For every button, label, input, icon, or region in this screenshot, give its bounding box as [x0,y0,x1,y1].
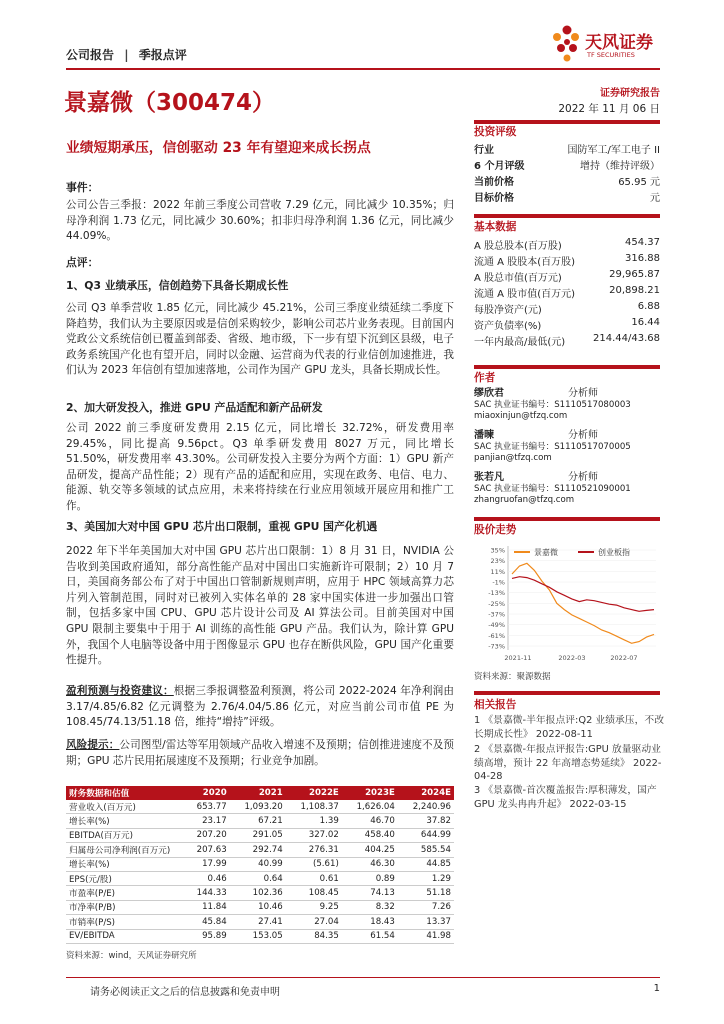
rating-row [474,141,660,156]
table-cell: 41.98 [398,929,454,943]
logo [545,18,665,66]
table-cell: 40.99 [230,857,286,871]
chart-x-ticks [504,654,637,662]
related-rule [474,691,660,695]
table-cell: 153.05 [230,929,286,943]
chart-source: 资料来源：聚源数据 [474,672,551,682]
company-title: 景嘉微（300474） [64,90,276,116]
rating-value: 增持（维持评级） [580,161,660,172]
author-header [474,430,660,442]
table-cell: 45.84 [184,915,230,929]
related-heading: 相关报告 [474,699,517,711]
table-cell: 8.32 [342,900,398,914]
table-row [66,857,454,871]
basic-row [474,301,660,316]
related-date: 2022-03-15 [569,798,627,810]
event-text: 公司公告三季报：2022 年前三季度公司营收 7.29 亿元，同比减少 10.35%；归母净利润 1.73 亿元，同比减少 30.60%；扣非归母净利润 1.36 亿元，同比减少 44.09%。 [66,199,454,243]
basic-label: 一年内最高/最低(元) [474,337,566,348]
table-cell: 1,108.37 [286,800,342,814]
table-cell: 74.13 [342,886,398,900]
risk-text: 公司图型/雷达等军用领域产品收入增速不及预期；信创推进速度不及预期；GPU 芯片民用拓展速度不及预期；行业竞争加剧。 [66,739,455,767]
table-cell: 11.84 [184,900,230,914]
basic-heading: 基本数据 [474,221,517,233]
authors-rule [474,365,660,369]
table-cell: 84.35 [286,929,342,943]
chart-legend [514,547,630,557]
logo-en: TF SECURITIES [587,51,635,59]
authors-block [474,388,660,508]
table-cell: 144.33 [184,886,230,900]
table-row [66,814,454,828]
table-cell: 9.25 [286,900,342,914]
section-1-text: 公司 Q3 单季营收 1.85 亿元，同比减少 45.21%，公司三季度业绩延续二季度下降趋势，我们认为主要原因或是信创采购较少，影响公司芯片业务表现。目前国内党政公文系统信创已覆盖到部委、省级、地市级，下一步有望下沉到区县级，电子政务系统国产化也有望开启，同时以金融、运营商为代表的行业信创加速推进，我们认为 2023 年信创有望加速落地，公司作为国产 GPU 龙头，具备长期成长性。 [66,302,454,377]
table-cell: 17.99 [184,857,230,871]
author-entry [474,430,660,465]
legend-label-jjw: 景嘉微 [534,548,558,557]
chart-y-ticks [488,547,505,651]
table-row [66,929,454,943]
author-header [474,388,660,400]
related-item [474,743,664,784]
rating-value: 元 [650,193,660,204]
table-cell: 404.25 [342,843,398,857]
author-cert: SAC 执业证书编号：S1110517070005 [474,441,631,452]
y-tick-label: -61% [488,631,505,640]
y-tick-label: -37% [488,610,505,619]
basic-row [474,269,660,284]
table-cell: 2,240.96 [398,800,454,814]
table-header-cell: 2021 [230,786,286,800]
chart-grid [508,550,656,646]
table-cell: 1,626.04 [342,800,398,814]
author-title: 分析师 [568,388,598,399]
table-cell: 市净率(P/B) [66,900,184,914]
related-date: 2022-04-28 [474,757,662,782]
rating-value: 65.95 元 [618,177,660,188]
table-cell: 327.02 [286,828,342,842]
footer-rule [66,977,660,978]
footer-disclaimer: 请务必阅读正文之后的信息披露和免责申明 [90,987,280,998]
table-cell: EPS(元/股) [66,871,184,885]
table-cell: 291.05 [230,828,286,842]
chart-heading: 股价走势 [474,524,517,536]
y-tick-label: 35% [490,546,505,555]
rating-value: 国防军工/军工电子 II [567,145,660,156]
related-text[interactable]: 1 《景嘉微-半年报点评:Q2 业绩承压，不改长期成长性》 [474,715,664,740]
table-cell: 644.99 [398,828,454,842]
table-cell: 市销率(P/S) [66,915,184,929]
x-tick-label: 2021-11 [504,654,532,662]
table-header-cell: 财务数据和估值 [66,786,184,800]
y-tick-label: 23% [490,557,505,566]
author-title: 分析师 [568,430,598,441]
legend-label-cyb: 创业板指 [598,548,630,557]
basic-label: 每股净资产(元) [474,305,542,316]
section-2-title: 2、加大研发投入，推进 GPU 产品适配和新产品研发 [66,401,323,414]
table-cell: 95.89 [184,929,230,943]
table-cell: 27.41 [230,915,286,929]
table-source: 资料来源：wind，天风证券研究所 [66,950,197,961]
related-item [474,784,664,811]
rating-block [474,141,660,211]
table-row [66,843,454,857]
price-chart [474,540,660,662]
basic-rule [474,214,660,218]
table-cell: 585.54 [398,843,454,857]
basic-value: 6.88 [637,301,660,312]
table-cell: 292.74 [230,843,286,857]
basic-row [474,333,660,348]
basic-label: A 股总股本(百万股) [474,241,562,252]
table-cell: 61.54 [342,929,398,943]
table-cell: 1.39 [286,814,342,828]
related-item [474,714,664,741]
basic-row [474,317,660,332]
forecast-label: 盈利预测与投资建议： [66,685,174,697]
comment-heading: 点评： [66,256,99,269]
report-date: 2022 年 11 月 06 日 [558,103,660,115]
rating-label: 目标价格 [474,193,514,204]
table-cell: 10.46 [230,900,286,914]
table-cell: 23.17 [184,814,230,828]
chart-rule [474,517,660,521]
report-type: 公司报告 [66,48,115,62]
related-text[interactable]: 2 《景嘉微-年报点评报告:GPU 放量驱动业绩高增，预计 22 年高增态势延续》 [474,744,661,769]
table-row [66,900,454,914]
y-tick-label: -49% [488,621,505,630]
rating-label: 当前价格 [474,177,514,188]
header-rule [66,68,660,70]
table-cell: 653.77 [184,800,230,814]
table-cell: 0.46 [184,871,230,885]
rating-heading: 投资评级 [474,126,517,138]
table-cell: 27.04 [286,915,342,929]
report-subtype: 季报点评 [138,48,187,62]
basic-row [474,253,660,268]
author-name: 张若凡 [474,472,504,483]
basic-label: 流通 A 股市值(百万元) [474,289,576,300]
author-header [474,472,660,484]
author-entry [474,388,660,423]
table-cell: 营业收入(百万元) [66,800,184,814]
risk-label: 风险提示： [66,739,120,751]
table-cell: 46.30 [342,857,398,871]
basic-row [474,237,660,252]
basic-value: 16.44 [631,317,660,328]
y-tick-label: -13% [488,589,505,598]
basic-value: 454.37 [625,237,660,248]
author-cert: SAC 执业证书编号：S1110521090001 [474,483,631,494]
table-cell: 46.70 [342,814,398,828]
table-cell: (5.61) [286,857,342,871]
related-text[interactable]: 3 《景嘉微-首次覆盖报告:厚积薄发，国产 GPU 龙头冉冉升起》 [474,785,657,810]
author-email: miaoxinjun@tfzq.com [474,411,568,421]
table-row [66,828,454,842]
basic-value: 214.44/43.68 [593,333,660,344]
basic-value: 29,965.87 [609,269,660,280]
table-header-cell: 2022E [286,786,342,800]
rating-label: 行业 [474,145,494,156]
author-title: 分析师 [568,472,598,483]
financial-table [66,786,454,944]
x-tick-label: 2022-07 [610,654,638,662]
table-header-cell: 2023E [342,786,398,800]
table-cell: 归属母公司净利润(百万元) [66,843,184,857]
logo-name: 天风证券 [585,33,653,53]
x-tick-label: 2022-03 [558,654,586,662]
table-header-cell: 2024E [398,786,454,800]
table-header-row [66,786,454,800]
table-header-cell: 2020 [184,786,230,800]
table-row [66,800,454,814]
table-cell: 18.43 [342,915,398,929]
y-tick-label: -1% [492,578,505,587]
forecast-paragraph [66,684,454,731]
risk-paragraph [66,738,454,769]
rating-row [474,173,660,188]
authors-heading: 作者 [474,372,496,384]
headline: 业绩短期承压，信创驱动 23 年有望迎来成长拐点 [66,140,371,156]
table-cell: 207.63 [184,843,230,857]
table-cell: 67.21 [230,814,286,828]
table-row [66,915,454,929]
basic-value: 316.88 [625,253,660,264]
y-tick-label: -25% [488,599,505,608]
table-cell: 207.20 [184,828,230,842]
author-cert: SAC 执业证书编号：S1110517080003 [474,399,631,410]
table-cell: 458.40 [342,828,398,842]
author-name: 潘暕 [474,430,494,441]
author-name: 缪欣君 [474,388,504,399]
basic-label: 资产负债率(%) [474,321,542,332]
section-3-title: 3、美国加大对中国 GPU 芯片出口限制，重视 GPU 国产化机遇 [66,520,378,533]
event-heading: 事件： [66,181,99,194]
table-row [66,886,454,900]
table-cell: 0.89 [342,871,398,885]
table-cell: 1,093.20 [230,800,286,814]
table-cell: 108.45 [286,886,342,900]
table-cell: EBITDA(百万元) [66,828,184,842]
page-number: 1 [653,983,660,994]
table-cell: 276.31 [286,843,342,857]
basic-label: 流通 A 股股本(百万股) [474,257,576,268]
financial-table-wrap [66,786,454,961]
basic-value: 20,898.21 [609,285,660,296]
y-tick-label: -73% [488,642,505,651]
table-cell: 37.82 [398,814,454,828]
basic-label: A 股总市值(百万元) [474,273,562,284]
forecast-text: 根据三季报调整盈利预测，将公司 2022-2024 年净利润由 3.17/4.85/6.82 亿元调整为 2.76/4.04/5.86 亿元，对应当前公司市值 PE 为 108.45/74.13/51.18 倍，维持“增持”评级。 [66,685,454,729]
table-cell: 102.36 [230,886,286,900]
y-tick-label: 11% [490,567,505,576]
author-email: panjian@tfzq.com [474,453,552,463]
table-cell: 0.61 [286,871,342,885]
table-cell: 增长率(%) [66,814,184,828]
rating-row [474,157,660,172]
section-3-text: 2022 年下半年美国加大对中国 GPU 芯片出口限制：1）8 月 31 日，NVIDIA 公告收到美国政府通知，部分高性能产品对中国出口实施新许可限制；2）10 月 7 日，美国商务部公布了对于中国出口管制新规则声明，应用于 HPC 领域高算力芯片列入管制范围，同时对已被列入实体名单的 28 家中国实体进一步加强出口管制，包括多家中国 CPU、GPU 芯片设计公司及 AI 算法公司。目前美国对中国 GPU 限制主要集中于用于 AI 训练的高性能 GPU 产品。我们认为，除计算 GPU 外，我国个人电脑等设备中用于图像显示 GPU 也存在断供风险，GPU 国产化重要性提升。 [66,545,454,667]
basic-block [474,237,660,352]
table-cell: 0.64 [230,871,286,885]
table-cell: EV/EBITDA [66,929,184,943]
related-date: 2022-08-11 [535,728,593,740]
rating-label: 6 个月评级 [474,161,525,172]
table-cell: 1.29 [398,871,454,885]
section-1-title: 1、Q3 业绩承压，信创趋势下具备长期成长性 [66,279,289,292]
header-separator: | [124,48,129,62]
author-email: zhangruofan@tfzq.com [474,495,575,505]
rating-row [474,189,660,204]
author-entry [474,472,660,507]
table-cell: 44.85 [398,857,454,871]
section-2-text: 公司 2022 前三季度研发费用 2.15 亿元，同比增长 32.72%，研发费用率 29.45%，同比提高 9.56pct。Q3 单季研发费用 8027 万元，同比增长 51.50%，研发费用率 43.30%。公司研发投入主要分为两个方面：1）GPU 新产品研发，提高产品性能；2）现有产品的适配和应用，实现在政务、电信、电力、能源、轨交等多领域的试点应用，未来将持续在行业应用领域开展应用和推广工作。 [66,422,454,512]
report-label: 证券研究报告 [600,88,660,99]
table-cell: 7.26 [398,900,454,914]
table-cell: 13.37 [398,915,454,929]
table-cell: 51.18 [398,886,454,900]
related-block [474,714,664,814]
table-cell: 市盈率(P/E) [66,886,184,900]
table-row [66,871,454,885]
basic-row [474,285,660,300]
table-cell: 增长率(%) [66,857,184,871]
report-category [66,46,187,63]
